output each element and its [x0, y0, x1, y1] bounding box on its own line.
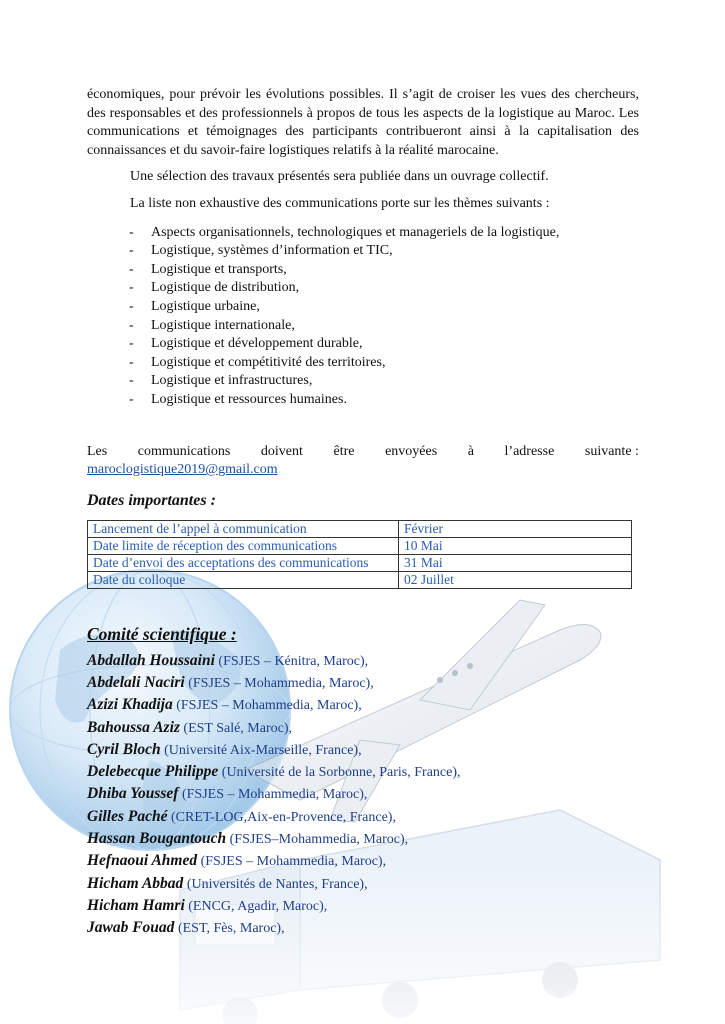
date-label: Lancement de l’appel à communication — [88, 520, 399, 537]
committee-heading: Comité scientifique : — [87, 623, 237, 644]
date-label: Date du colloque — [88, 571, 399, 588]
theme-label: Logistique, systèmes d’information et TIC, — [151, 243, 393, 259]
member-name: Abdelali Naciri — [87, 673, 185, 691]
committee-member — [87, 672, 639, 694]
member-affiliation: (EST Salé, Maroc), — [179, 720, 293, 736]
member-affiliation: (ENCG, Agadir, Maroc), — [184, 898, 328, 914]
committee-member — [87, 717, 639, 739]
date-value: 31 Mai — [399, 554, 632, 571]
member-affiliation: (FSJES – Mohammedia, Maroc), — [178, 787, 368, 803]
bullet-dash: - — [129, 224, 134, 240]
date-value: 10 Mai — [399, 537, 632, 554]
date-value: Février — [399, 520, 632, 537]
submission-word: Les — [87, 443, 108, 459]
member-affiliation: (FSJES – Kénitra, Maroc), — [214, 653, 369, 669]
submission-word: être — [333, 443, 355, 459]
committee-member — [87, 783, 639, 805]
member-affiliation: (Universités de Nantes, France), — [183, 876, 368, 892]
member-name: Abdallah Houssaini — [87, 651, 215, 669]
member-name: Delebecque Philippe — [87, 763, 219, 781]
bullet-dash: - — [129, 280, 134, 296]
theme-label: Aspects organisationnels, technologiques et manageriels de la logistique, — [151, 224, 560, 240]
member-name: Hefnaoui Ahmed — [87, 852, 198, 870]
committee-list — [87, 650, 639, 940]
themes-list — [87, 224, 639, 410]
member-affiliation: (Université de la Sorbonne, Paris, France), — [218, 765, 461, 781]
committee-member — [87, 694, 639, 716]
submission-block — [87, 443, 639, 480]
dates-table — [87, 520, 632, 589]
member-affiliation: (FSJES – Mohammedia, Maroc), — [197, 854, 387, 870]
bullet-dash: - — [129, 261, 134, 277]
committee-member — [87, 873, 639, 895]
committee-member — [87, 650, 639, 672]
theme-label: Logistique urbaine, — [151, 298, 260, 314]
member-name: Bahoussa Aziz — [87, 718, 180, 736]
bullet-dash: - — [129, 354, 134, 370]
submission-word: l’adresse — [504, 443, 555, 459]
document-body — [87, 86, 639, 940]
member-name: Dhiba Youssef — [87, 785, 179, 803]
member-name: Hassan Bougantouch — [87, 830, 227, 848]
submission-word: communications — [137, 443, 231, 459]
theme-item — [87, 261, 639, 280]
theme-label: Logistique et compétitivité des territoires, — [151, 354, 386, 370]
dates-heading: Dates importantes : — [87, 491, 216, 509]
bullet-dash: - — [129, 317, 134, 333]
submission-word: envoyées — [385, 443, 438, 459]
member-affiliation: (FSJES – Mohammedia, Maroc), — [184, 675, 374, 691]
member-name: Cyril Bloch — [87, 740, 161, 758]
theme-label: Logistique et développement durable, — [151, 336, 363, 352]
date-label: Date d’envoi des acceptations des communications — [88, 554, 399, 571]
member-name: Hicham Abbad — [87, 874, 184, 892]
member-affiliation: (FSJES–Mohammedia, Maroc), — [226, 832, 409, 848]
intro-paragraph: économiques, pour prévoir les évolutions possibles. Il s’agit de croiser les vues des chercheurs, des responsables et des professionnels à propos de tous les aspects de la logistique au Maroc. Les communications et témoignages des participants contribueront ainsi à la capitalisation des connaissances et du savoir-faire logistiques relatifs à la réalité marocaine. — [87, 87, 639, 158]
member-affiliation: (Université Aix-Marseille, France), — [160, 742, 362, 758]
member-affiliation: (CRET-LOG,Aix-en-Provence, France), — [167, 809, 396, 825]
theme-item — [87, 242, 639, 261]
committee-member — [87, 895, 639, 917]
committee-member — [87, 828, 639, 850]
member-name: Azizi Khadija — [87, 696, 173, 714]
submission-word: suivante : — [584, 443, 639, 459]
member-affiliation: (EST, Fès, Maroc), — [174, 921, 285, 937]
theme-item — [87, 279, 639, 298]
committee-member — [87, 739, 639, 761]
member-affiliation: (FSJES – Mohammedia, Maroc), — [172, 698, 362, 714]
member-name: Hicham Hamri — [87, 896, 185, 914]
committee-member — [87, 761, 639, 783]
bullet-dash: - — [129, 391, 134, 407]
submission-sentence — [87, 443, 639, 462]
dates-row — [88, 571, 632, 588]
date-label: Date limite de réception des communications — [88, 537, 399, 554]
dates-row — [88, 520, 632, 537]
bullet-dash: - — [129, 298, 134, 314]
theme-item — [87, 354, 639, 373]
bullet-dash: - — [129, 336, 134, 352]
bullet-dash: - — [129, 243, 134, 259]
dates-row — [88, 554, 632, 571]
theme-item — [87, 372, 639, 391]
selection-note: Une sélection des travaux présentés sera publiée dans un ouvrage collectif. — [130, 169, 549, 185]
theme-item — [87, 298, 639, 317]
theme-label: Logistique et ressources humaines. — [151, 391, 347, 407]
committee-member — [87, 806, 639, 828]
date-value: 02 Juillet — [399, 571, 632, 588]
member-name: Gilles Paché — [87, 807, 168, 825]
theme-label: Logistique internationale, — [151, 317, 295, 333]
member-name: Jawab Fouad — [87, 919, 175, 937]
theme-label: Logistique et transports, — [151, 261, 287, 277]
bullet-dash: - — [129, 373, 134, 389]
committee-member — [87, 917, 639, 939]
theme-item — [87, 224, 639, 243]
dates-row — [88, 537, 632, 554]
theme-item — [87, 391, 639, 410]
theme-item — [87, 335, 639, 354]
committee-member — [87, 850, 639, 872]
themes-intro: La liste non exhaustive des communications porte sur les thèmes suivants : — [130, 195, 550, 211]
submission-word: à — [467, 443, 474, 459]
theme-label: Logistique de distribution, — [151, 280, 300, 296]
submission-email-link[interactable]: maroclogistique2019@gmail.com — [87, 462, 278, 478]
theme-item — [87, 317, 639, 336]
theme-label: Logistique et infrastructures, — [151, 373, 313, 389]
submission-word: doivent — [260, 443, 303, 459]
